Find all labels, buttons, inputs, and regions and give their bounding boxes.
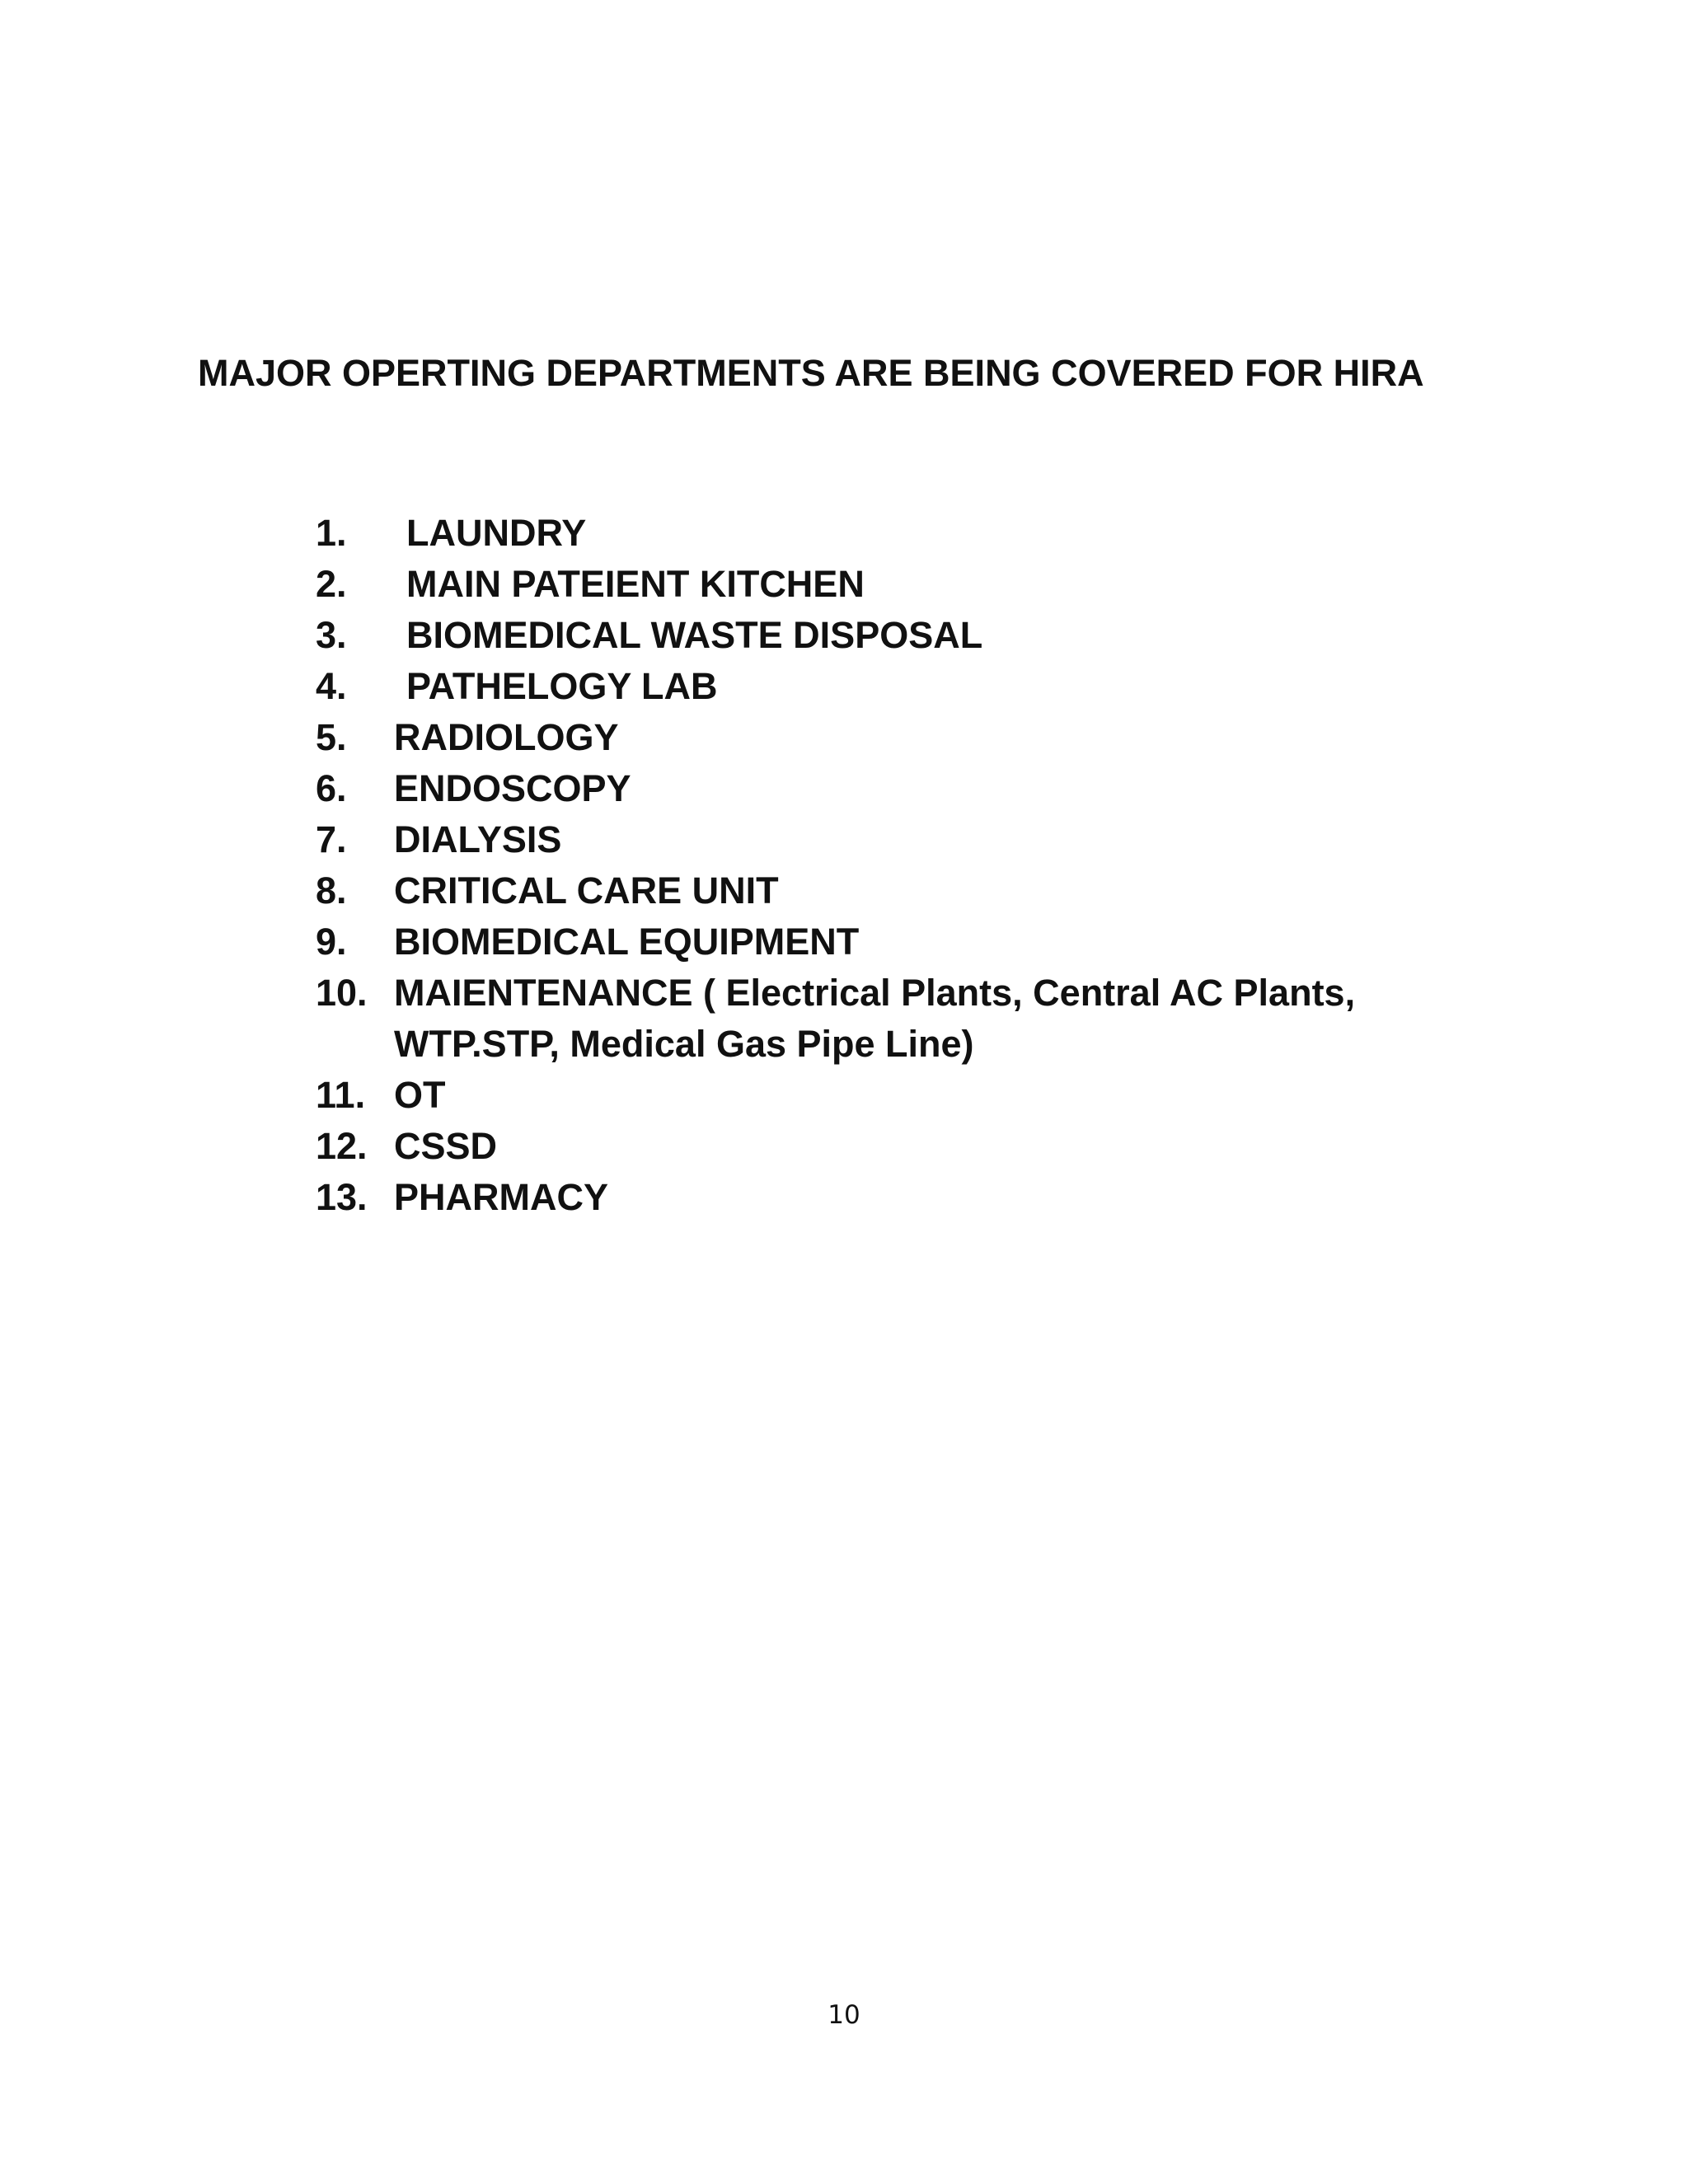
list-item-number: 12. bbox=[316, 1125, 368, 1167]
list-item-label: BIOMEDICAL EQUIPMENT bbox=[394, 921, 860, 963]
list-item-number: 2. bbox=[316, 563, 347, 605]
list-item-label: RADIOLOGY bbox=[394, 716, 619, 758]
list-item-label: PATHELOGY LAB bbox=[406, 665, 718, 707]
list-item bbox=[316, 763, 1355, 814]
list-item-number: 13. bbox=[316, 1176, 368, 1218]
list-item-label: PHARMACY bbox=[394, 1176, 609, 1218]
list-item-number: 5. bbox=[316, 716, 347, 758]
department-list bbox=[316, 508, 1355, 1223]
list-item-label-multiline bbox=[394, 968, 1355, 1070]
list-item-label: ENDOSCOPY bbox=[394, 767, 631, 809]
list-item-label: LAUNDRY bbox=[406, 512, 587, 554]
list-item-number: 9. bbox=[316, 921, 347, 963]
list-item-number: 6. bbox=[316, 767, 347, 809]
list-item bbox=[316, 610, 1355, 661]
list-item bbox=[316, 661, 1355, 712]
list-item-label: DIALYSIS bbox=[394, 818, 562, 860]
list-item-label: OT bbox=[394, 1074, 446, 1116]
list-item-number: 7. bbox=[316, 818, 347, 860]
list-item-label: CRITICAL CARE UNIT bbox=[394, 869, 779, 912]
list-item bbox=[316, 814, 1355, 865]
list-item bbox=[316, 559, 1355, 610]
list-item bbox=[316, 916, 1355, 968]
list-item bbox=[316, 1172, 1355, 1223]
page-heading: MAJOR OPERTING DEPARTMENTS ARE BEING COVERED FOR HIRA bbox=[198, 352, 1424, 394]
page-number: 10 bbox=[828, 2000, 860, 2030]
list-item-label: MAIENTENANCE ( Electrical Plants, Central AC Plants, bbox=[394, 972, 1356, 1014]
list-item bbox=[316, 712, 1355, 763]
list-item-label: BIOMEDICAL WASTE DISPOSAL bbox=[406, 614, 983, 656]
list-item-number: 4. bbox=[316, 665, 347, 707]
list-item-number: 3. bbox=[316, 614, 347, 656]
list-item-label-continuation: WTP.STP, Medical Gas Pipe Line) bbox=[394, 1023, 974, 1065]
list-item bbox=[316, 865, 1355, 916]
list-item-number: 1. bbox=[316, 512, 347, 554]
list-item bbox=[316, 1121, 1355, 1172]
list-item-label: CSSD bbox=[394, 1125, 498, 1167]
list-item bbox=[316, 508, 1355, 559]
list-item bbox=[316, 1070, 1355, 1121]
list-item-number: 11. bbox=[316, 1074, 366, 1116]
list-item-number: 8. bbox=[316, 869, 347, 912]
list-item-label: MAIN PATEIENT KITCHEN bbox=[406, 563, 865, 605]
list-item bbox=[316, 968, 1355, 1070]
list-item-number: 10. bbox=[316, 972, 368, 1014]
